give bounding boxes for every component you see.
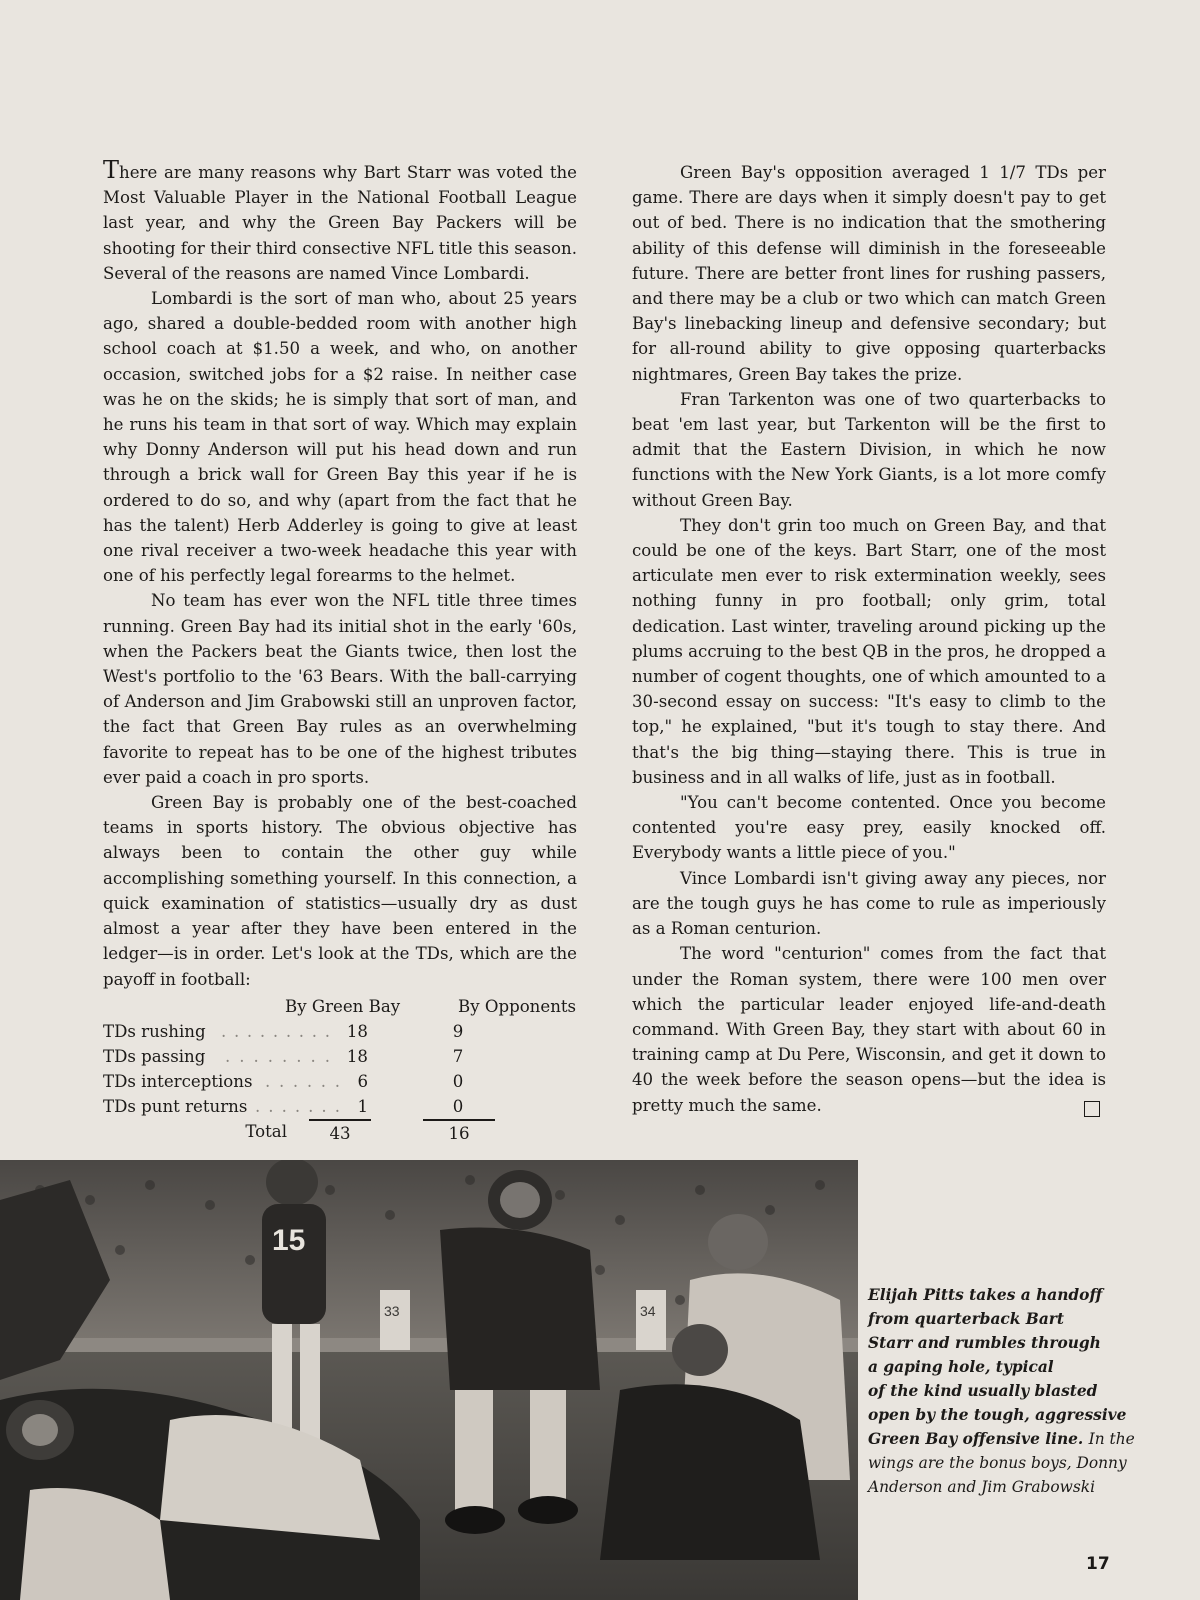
col-header-green-bay: By Green Bay (285, 996, 401, 1016)
article-paragraph: Green Bay's opposition averaged 1 1/7 TDs per game. There are days when it simply doesn't pay to get out of bed. There is no indication that the smothering ability of this defense will diminish in the foreseeable future. There are better front lines for rushing passers, and there may be a club or two which can match Green Bay's linebacking lineup and defensive secondary; but for all-round ability to give opposing quarterbacks nightmares, Green Bay takes the prize. (632, 163, 1106, 384)
article-paragraph: "You can't become contented. Once you become contented you're easy prey, easily knocked off. Everybody wants a little piece of you." (632, 793, 1106, 863)
leader-dots: . . . . . . . . . (221, 1021, 331, 1041)
stat-gb: 18 (346, 1046, 368, 1066)
page-number: 17 (1086, 1554, 1110, 1574)
leader-dots: . . . . . . (265, 1071, 341, 1091)
article-paragraph: There are many reasons why Bart Starr was voted the Most Valuable Player in the National Football League last year, and why the Green Bay Packers will be shooting for their third consective NFL title this season. Several of the reasons are named Vince Lombardi. (103, 156, 577, 283)
stat-label: TDs punt returns (103, 1096, 248, 1116)
stat-opp: 0 (452, 1096, 464, 1116)
stat-label: TDs rushing (103, 1021, 206, 1041)
stat-gb: 1 (357, 1096, 368, 1116)
td-stats-table (103, 994, 577, 1144)
caption-line: of the kind usually blasted (868, 1382, 1098, 1400)
sideline-jersey-number: 33 (384, 1303, 400, 1319)
football-action-photo (0, 1160, 858, 1600)
stats-row (103, 1019, 577, 1044)
caption-line: open by the tough, aggressive (868, 1406, 1127, 1424)
caption-line: Starr and rumbles through (868, 1334, 1101, 1352)
caption-line: from quarterback Bart (868, 1310, 1065, 1328)
article-left-column (103, 156, 577, 1144)
total-opp: 16 (423, 1119, 495, 1146)
leader-dots: . . . . . . . (255, 1096, 341, 1116)
drop-cap: T (103, 156, 120, 184)
article-paragraph: The word "centurion" comes from the fact that under the Roman system, there were 100 men over which the particular leader enjoyed life-and-death command. With Green Bay, they start with about 60 in training camp at Du Pere, Wisconsin, and get it down to 40 the week before the season opens—but the idea is pretty much the same. (632, 944, 1106, 1115)
article-paragraph: Vince Lombardi isn't giving away any pieces, nor are the tough guys he has come to rule as imperiously as a Roman centurion. (632, 868, 1106, 939)
caption-line: a gaping hole, typical (868, 1358, 1054, 1376)
stat-label: TDs passing (103, 1046, 206, 1066)
stat-label: TDs interceptions (103, 1071, 253, 1091)
article-paragraph: They don't grin too much on Green Bay, and that could be one of the keys. Bart Starr, one of the most articulate men ever to risk extermination weekly, sees nothing funny in pro football; only grim, total dedication. Last winter, traveling around picking up the plums accruing to the best QB in the pros, he dropped a number of cogent thoughts, one of which amounted to a 30-second essay on success: "It's easy to climb to the top," he explained, "but it's tough to stay there. And that's the big thing—staying there. This is true in business and in all walks of life, just as in football. (632, 515, 1106, 787)
end-mark-icon (1084, 1101, 1100, 1117)
stats-row (103, 1069, 577, 1094)
stat-opp: 7 (452, 1046, 464, 1066)
jersey-number: 15 (272, 1224, 306, 1257)
sideline-jersey-number: 34 (640, 1303, 656, 1319)
article-right-column (632, 160, 1106, 1118)
caption-line: Elijah Pitts takes a handoff (868, 1286, 1103, 1304)
caption-line: Green Bay offensive line. In the (868, 1430, 1135, 1448)
col-header-opponents: By Opponents (458, 996, 577, 1016)
stats-header (103, 994, 577, 1019)
stats-row (103, 1044, 577, 1069)
stat-opp: 9 (452, 1021, 464, 1041)
stats-total-row (103, 1119, 577, 1144)
stats-row (103, 1094, 577, 1119)
caption-line: wings are the bonus boys, Donny (868, 1454, 1127, 1472)
leader-dots: . . . . . . . . (225, 1046, 331, 1066)
photo-caption (868, 1283, 1168, 1499)
stat-gb: 6 (357, 1071, 368, 1091)
article-paragraph: No team has ever won the NFL title three times running. Green Bay had its initial shot in the early '60s, when the Packers beat the Giants twice, then lost the West's portfolio to the '63 Bears. With the ball-carrying of Anderson and Jim Grabowski still an unproven factor, the fact that Green Bay rules as an overwhelming favorite to repeat has to be one of the highest tributes ever paid a coach in pro sports. (103, 591, 577, 787)
article-paragraph: Fran Tarkenton was one of two quarterbacks to beat 'em last year, but Tarkenton will be the first to admit that the Eastern Division, in which he now functions with the New York Giants, is a lot more comfy without Green Bay. (632, 389, 1106, 510)
photo-illustration (0, 1160, 858, 1600)
caption-line: Anderson and Jim Grabowski (868, 1478, 1095, 1496)
article-paragraph: Lombardi is the sort of man who, about 25 years ago, shared a double-bedded room with another high school coach at $1.50 a week, and who, on another occasion, switched jobs for a $2 raise. In neither case was he on the skids; he is simply that sort of man, and he runs his team in that sort of way. Which may explain why Donny Anderson will put his head down and run through a brick wall for Green Bay this year if he is ordered to do so, and why (apart from the fact that he has the talent) Herb Adderley is going to give at least one rival receiver a two-week headache this year with one of his perfectly legal forearms to the helmet. (103, 289, 577, 586)
total-label: Total (245, 1121, 287, 1141)
total-gb: 43 (309, 1119, 371, 1146)
stat-opp: 0 (452, 1071, 464, 1091)
article-paragraph: Green Bay is probably one of the best-coached teams in sports history. The obvious objective has always been to contain the other guy while accomplishing something yourself. In this connection, a quick examination of statistics—usually dry as dust almost a year after they have been entered in the ledger—is in order. Let's look at the TDs, which are the payoff in football: (103, 793, 577, 989)
stat-gb: 18 (346, 1021, 368, 1041)
